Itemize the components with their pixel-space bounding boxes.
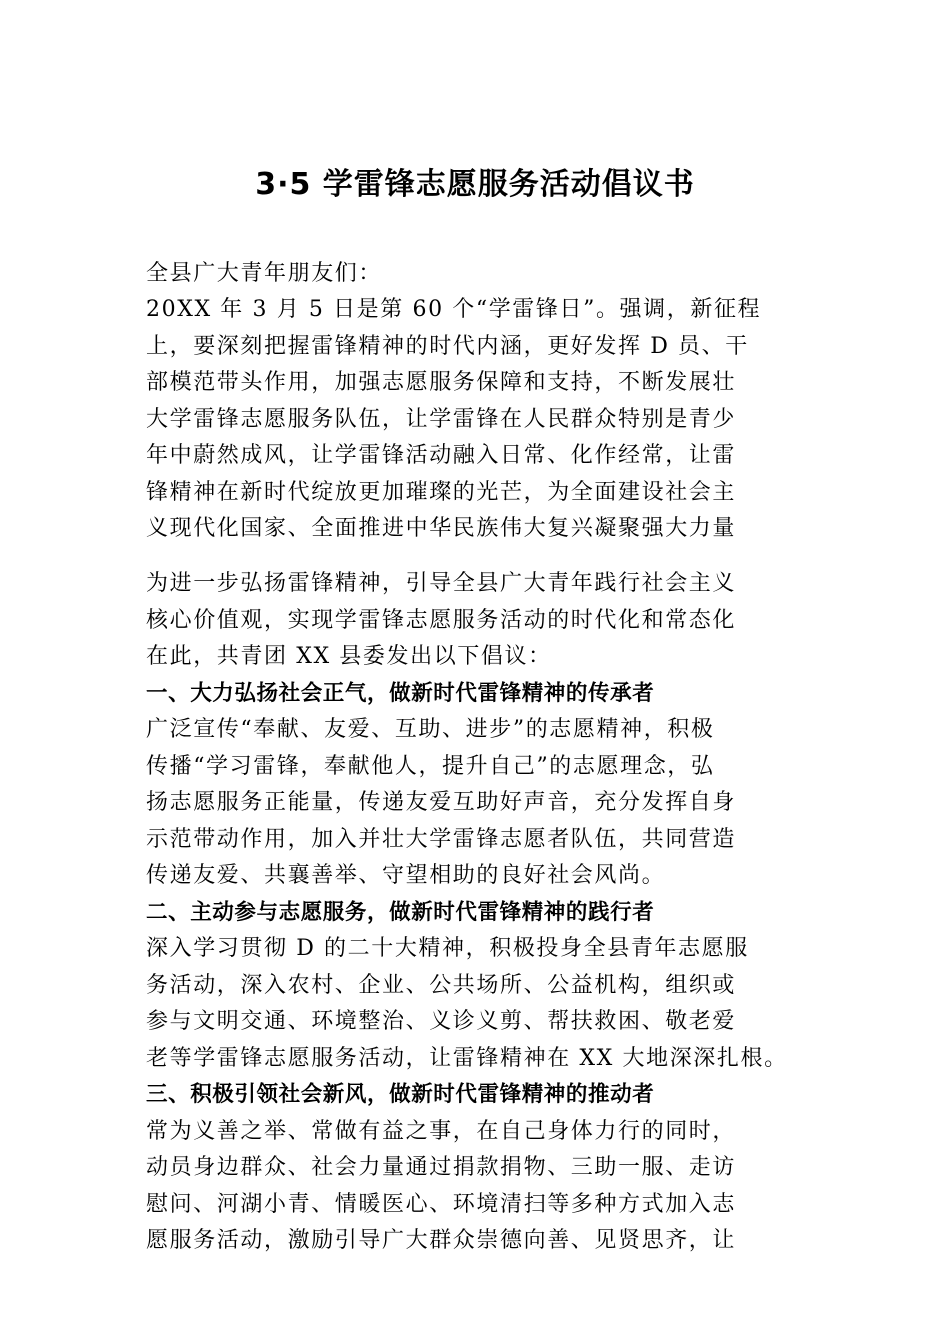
section-2-heading: 二、主动参与志愿服务，做新时代雷锋精神的践行者 <box>146 899 655 925</box>
section-3-line: 慰问、河湖小青、情暖医心、环境清扫等多种方式加入志 <box>146 1191 737 1217</box>
section-1-line: 示范带动作用，加入并壮大学雷锋志愿者队伍，共同营造 <box>146 826 737 852</box>
section-1-line: 广泛宣传“奉献、友爱、互助、进步”的志愿精神，积极 <box>146 717 715 742</box>
paragraph-line: 核心价值观，实现学雷锋志愿服务活动的时代化和常态化 <box>146 607 737 633</box>
paragraph-line: 义现代化国家、全面推进中华民族伟大复兴凝聚强大力量 <box>146 516 737 541</box>
section-2-line: 老等学雷锋志愿服务活动，让雷锋精神在 XX 大地深深扎根。 <box>146 1045 788 1071</box>
section-3-line: 愿服务活动，激励引导广大群众崇德向善、见贤思齐，让 <box>146 1228 737 1253</box>
greeting-block <box>146 256 816 293</box>
paragraph-line: 部模范带头作用，加强志愿服务保障和支持，不断发展壮 <box>146 370 737 395</box>
main-content <box>146 566 816 1260</box>
section-1-heading: 一、大力弘扬社会正气，做新时代雷锋精神的传承者 <box>146 680 655 706</box>
paragraph-line: 20XX 年 3 月 5 日是第 60 个“学雷锋日”。强调，新征程 <box>146 297 762 322</box>
paragraph-line: 锋精神在新时代绽放更加璀璨的光芒，为全面建设社会主 <box>146 479 737 505</box>
greeting: 全县广大青年朋友们： <box>146 261 383 286</box>
paragraph-line: 上，要深刻把握雷锋精神的时代内涵，更好发挥 D 员、干 <box>146 333 749 359</box>
section-2-line: 深入学习贯彻 D 的二十大精神，积极投身全县青年志愿服 <box>146 936 749 961</box>
section-1-line: 扬志愿服务正能量，传递友爱互助好声音，充分发挥自身 <box>146 790 737 815</box>
paragraph-line: 为进一步弘扬雷锋精神，引导全县广大青年践行社会主义 <box>146 571 737 596</box>
section-3-line: 动员身边群众、社会力量通过捐款捐物、三助一服、走访 <box>146 1155 737 1180</box>
section-1-line: 传播“学习雷锋，奉献他人，提升自己”的志愿理念，弘 <box>146 753 715 779</box>
section-1-line: 传递友爱、共襄善举、守望相助的良好社会风尚。 <box>146 863 666 888</box>
paragraph-intro <box>146 292 816 548</box>
document-title: 3·5 学雷锋志愿服务活动倡议书 <box>255 167 695 202</box>
paragraph-line: 年中蔚然成风，让学雷锋活动融入日常、化作经常，让雷 <box>146 443 737 468</box>
section-2-line: 务活动，深入农村、企业、公共场所、公益机构，组织或 <box>146 972 737 998</box>
paragraph-line: 大学雷锋志愿服务队伍，让学雷锋在人民群众特别是青少 <box>146 406 737 432</box>
section-3-line: 常为义善之举、常做有益之事，在自己身体力行的同时， <box>146 1118 737 1144</box>
paragraph-line: 在此，共青团 XX 县委发出以下倡议： <box>146 644 552 669</box>
section-3-heading: 三、积极引领社会新风，做新时代雷锋精神的推动者 <box>146 1082 655 1107</box>
section-2-line: 参与文明交通、环境整治、义诊义剪、帮扶救困、敬老爱 <box>146 1009 737 1034</box>
